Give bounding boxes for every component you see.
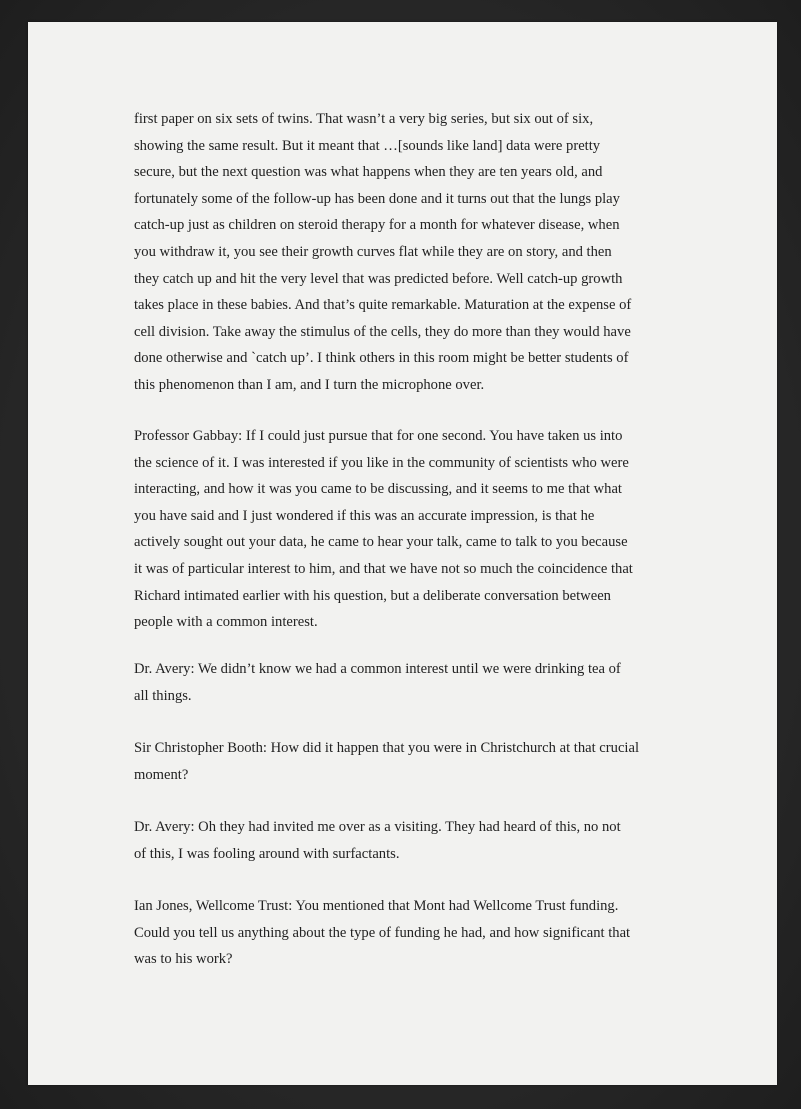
paragraph-lines [134, 814, 674, 867]
paragraph-avery-2 [134, 814, 674, 867]
text-line: first paper on six sets of twins. That wasn’t a very big series, but six out of six, [134, 111, 594, 127]
paragraph-lines [134, 656, 674, 709]
paragraph-narrative [134, 106, 674, 399]
text-line: the science of it. I was interested if you like in the community of scientists who were [134, 454, 629, 471]
text-line: cell division. Take away the stimulus of the cells, they do more than they would have [134, 323, 631, 340]
paragraph-lines [134, 735, 674, 788]
paragraph-gabbay [134, 423, 674, 636]
text-line: they catch up and hit the very level that was predicted before. Well catch-up growth [134, 270, 623, 287]
text-line: of this, I was fooling around with surfactants. [134, 845, 400, 862]
text-line: actively sought out your data, he came to hear your talk, came to talk to you because [134, 534, 628, 551]
text-line: Richard intimated earlier with his question, but a deliberate conversation between [134, 587, 611, 604]
text-line: this phenomenon than I am, and I turn the microphone over. [134, 376, 485, 393]
text-line: interacting, and how it was you came to be discussing, and it seems to me that what [134, 481, 622, 498]
text-line: all things. [134, 687, 192, 704]
text-line: showing the same result. But it meant that …[sounds like land] data were pretty [134, 137, 601, 154]
text-line: takes place in these babies. And that’s quite remarkable. Maturation at the expense of [134, 297, 632, 314]
paragraph-lines [134, 893, 674, 973]
text-line: Sir Christopher Booth: How did it happen that you were in Christchurch at that crucial [134, 740, 640, 756]
paragraph-jones [134, 893, 674, 973]
text-line: catch-up just as children on steroid therapy for a month for whatever disease, when [134, 217, 620, 234]
text-line: was to his work? [134, 951, 233, 968]
text-line: secure, but the next question was what happens when they are ten years old, and [134, 164, 603, 181]
paragraph-lines [134, 106, 674, 399]
text-line: you have said and I just wondered if this was an accurate impression, is that he [134, 507, 595, 524]
text-line: people with a common interest. [134, 614, 318, 631]
text-line: fortunately some of the follow-up has been done and it turns out that the lungs play [134, 190, 620, 207]
text-line: done otherwise and `catch up’. I think others in this room might be better students of [134, 350, 629, 367]
text-line: you withdraw it, you see their growth curves flat while they are on story, and then [134, 243, 612, 260]
text-line: Professor Gabbay: If I could just pursue that for one second. You have taken us into [134, 428, 623, 444]
text-line: Dr. Avery: Oh they had invited me over as a visiting. They had heard of this, no not [134, 819, 621, 835]
text-line: it was of particular interest to him, and that we have not so much the coincidence that [134, 560, 633, 577]
text-line: Could you tell us anything about the type of funding he had, and how significant that [134, 924, 631, 941]
paragraph-booth [134, 735, 674, 788]
paragraph-avery-1 [134, 656, 674, 709]
text-line: Dr. Avery: We didn’t know we had a common interest until we were drinking tea of [134, 661, 621, 677]
text-line: Ian Jones, Wellcome Trust: You mentioned that Mont had Wellcome Trust funding. [134, 898, 619, 914]
text-line: moment? [134, 766, 189, 783]
document-page [28, 22, 777, 1085]
paragraph-lines [134, 423, 674, 636]
